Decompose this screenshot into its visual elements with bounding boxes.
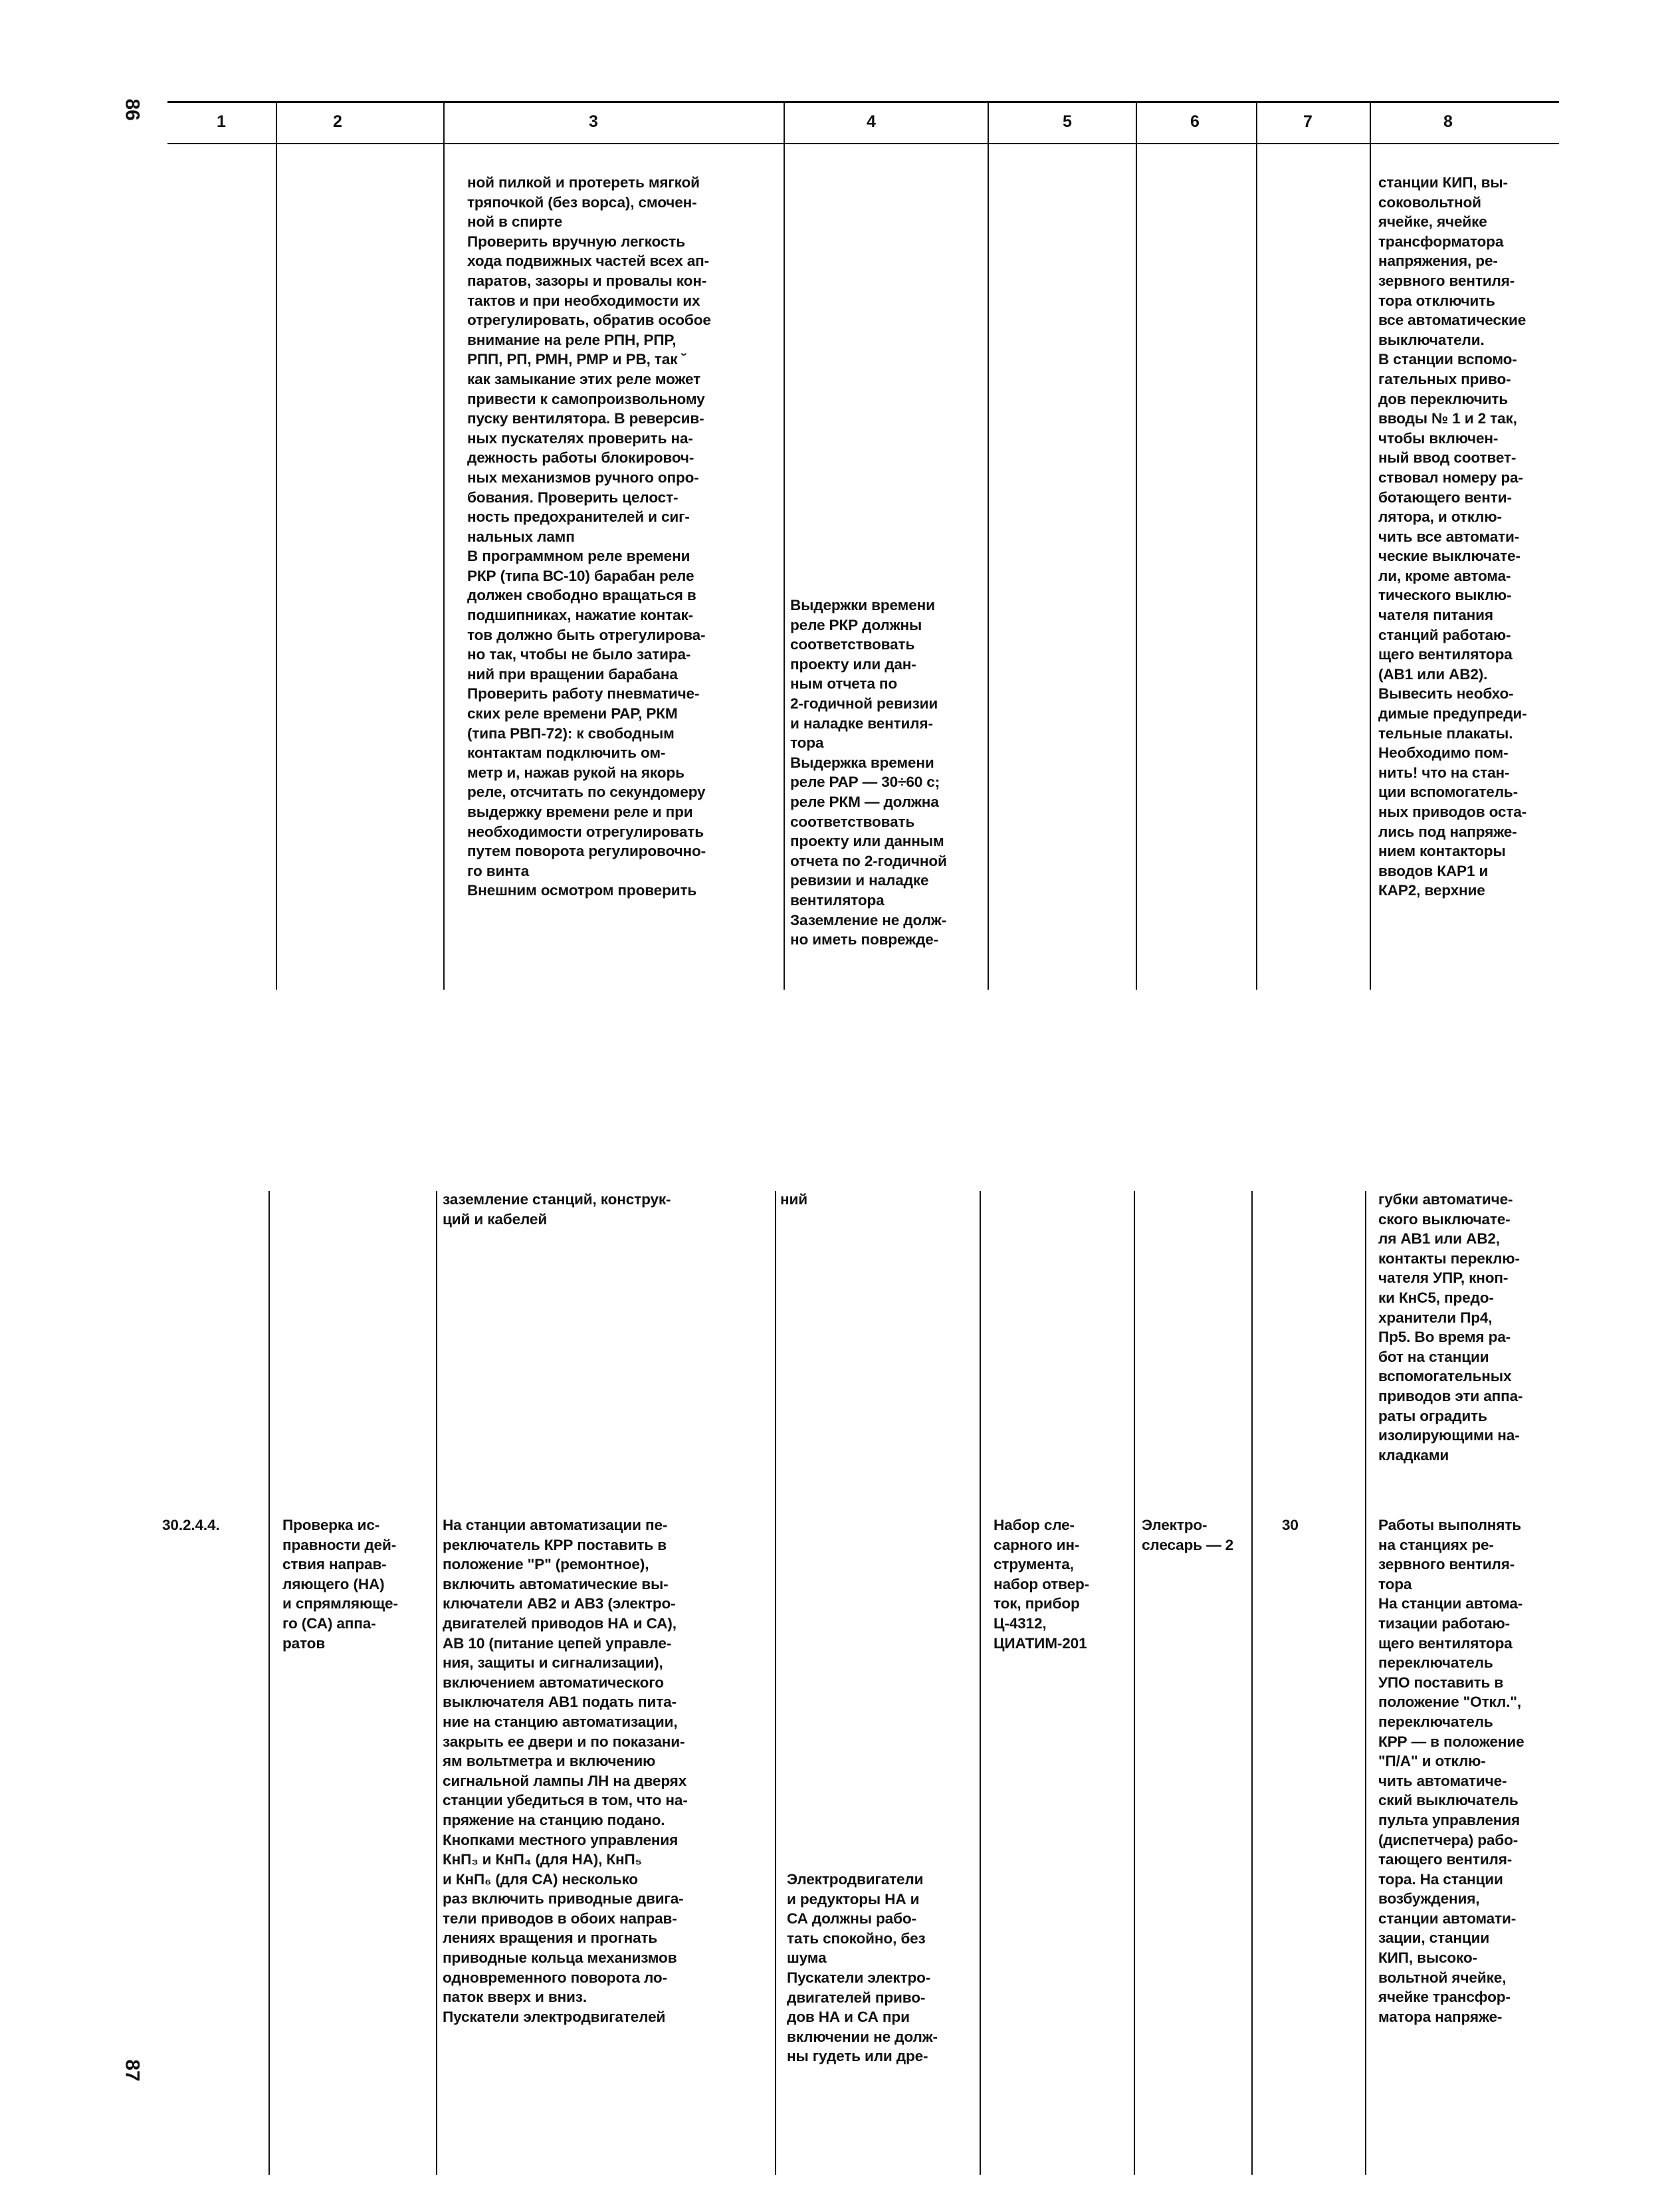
column-number-4: 4	[867, 112, 876, 131]
column-number-1: 1	[217, 112, 226, 131]
top-notes-text: станции КИП, вы- соковольтной ячейке, ячейке трансформатора напряжения, ре- зервного вентиля- тора отключить все автоматические выключатели. В станции вспомо- гательных приво- дов переключить вводы № 1 и 2 так, чтобы включен- ный ввод соответ- ствовал номеру ра- ботающего венти- лятора, и отклю- чить все автомати- ческие выключате- ли, кроме автома- тического выклю- чателя питания станций работаю- щего вентилятора (АВ1 или АВ2). Вывесить необхо- димые предупреди- тельные плакаты. Необходимо пом- нить! что на стан- ции вспомогатель- ных приводов оста- лись под напряже- нием контакторы вводов КАР1 и КАР2, верхние	[1378, 174, 1527, 899]
column-divider	[1365, 1191, 1366, 2175]
column-number-8: 8	[1443, 112, 1453, 131]
column-divider	[268, 1191, 270, 2175]
entry-personnel-text: Электро- слесарь — 2	[1142, 1517, 1234, 1553]
bottom-page-number: 87	[121, 2059, 144, 2082]
column-divider	[1134, 1191, 1135, 2175]
column-number-7: 7	[1303, 112, 1312, 131]
column-divider	[436, 1191, 437, 2175]
column-divider	[1256, 103, 1257, 990]
column-number-5: 5	[1063, 112, 1072, 131]
column-divider	[1136, 103, 1137, 990]
column-divider	[784, 103, 785, 990]
top-procedure-text: ной пилкой и протереть мягкой тряпочкой (без ворса), смочен- ной в спирте Проверить вручную легкость хода подвижных частей всех ап- паратов, зазоры и провалы кон- тактов и при необходимости их отрегулировать, обратив особое внимание на реле РПН, РПР, РПП, РП, РМН, РМР и РВ, так ˘ как замыкание этих реле может привести к самопроизвольному пуску вентилятора. В реверсив- ных пускателях проверить на- дежность работы блокировоч- ных механизмов ручного опро- бования. Проверить целост- ность предохранителей и сиг- нальных ламп В программном реле времени РКР (типа ВС-10) барабан реле должен свободно вращаться в подшипниках, нажатие контак- тов должно быть отрегулирова- но так, чтобы не было затира- ний при вращении барабана Проверить работу пневматиче- ских реле времени РАР, РКМ (типа РВП-72): к свободным контактам подключить ом- метр и, нажав рукой на якорь реле, отсчитать по секундомеру выдержку времени реле и при необходимости отрегулировать путем поворота регулировочно- го винта Внешним осмотром проверить	[467, 174, 711, 899]
continuation-notes-text: губки автоматиче- ского выключате- ля АВ1 или АВ2, контакты переклю- чателя УПР, кноп- ки КнС5, предо- хранители Пр4, Пр5. Во время ра- бот на станции вспомогательных приводов эти аппа- раты оградить изолирующими на- кладками	[1378, 1191, 1523, 1464]
top-page-number: 86	[121, 98, 144, 121]
column-number-2: 2	[333, 112, 342, 131]
continuation-requirements-text: ний	[780, 1191, 807, 1208]
entry-number: 30.2.4.4.	[162, 1517, 220, 1533]
column-divider	[980, 1191, 981, 2175]
column-divider	[1251, 1191, 1253, 2175]
header-bottom-rule	[167, 143, 1559, 144]
entry-notes-text: Работы выполнять на станциях ре- зервного вентиля- тора На станции автома- тизации работаю- щего вентилятора переключатель УПО поставить в положение "Откл.", переключатель КРР — в положение "П/А" и отклю- чить автоматиче- ский выключатель пульта управления (диспетчера) рабо- тающего вентиля- тора. На станции возбуждения, станции автомати- зации, станции КИП, высоко- вольтной ячейке, ячейке трансфор- матора напряже-	[1378, 1517, 1524, 2025]
column-number-6: 6	[1190, 112, 1200, 131]
column-divider	[443, 103, 445, 990]
column-divider	[1370, 103, 1371, 990]
column-divider	[775, 1191, 776, 2175]
entry-title: Проверка ис- правности дей- ствия направ- ляющего (НА) и спрямляюще- го (СА) аппа- ратов	[282, 1517, 398, 1652]
entry-tools-text: Набор сле- сарного ин- струмента, набор отвер- ток, прибор Ц-4312, ЦИАТИМ-201	[994, 1517, 1090, 1652]
entry-procedure-text: На станции автоматизации пе- реключатель КРР поставить в положение "Р" (ремонтное), включить автоматические вы- ключатели АВ2 и АВ3 (электро- двигателей приводов НА и СА), АВ 10 (питание цепей управле- ния, защиты и сигнализации), включением автоматического выключателя АВ1 подать пита- ние на станцию автоматизации, закрыть ее двери и по показани- ям вольтметра и включению сигнальной лампы ЛН на дверях станции убедиться в том, что на- пряжение на станцию подано. Кнопками местного управления КнП₃ и КнП₄ (для НА), КнП₅ и КнП₆ (для СА) несколько раз включить приводные двига- тели приводов в обоих направ- лениях вращения и прогнать приводные кольца механизмов одновременного поворота ло- паток вверх и вниз. Пускатели электродвигателей	[443, 1517, 688, 2025]
continuation-procedure-text: заземление станций, конструк- ций и кабелей	[443, 1191, 671, 1228]
column-number-3: 3	[589, 112, 598, 131]
column-divider	[276, 103, 277, 990]
header-top-rule	[167, 101, 1559, 103]
column-divider	[988, 103, 989, 990]
entry-time-value: 30	[1282, 1517, 1299, 1533]
entry-requirements-text: Электродвигатели и редукторы НА и СА должны рабо- тать спокойно, без шума Пускатели электро- двигателей приво- дов НА и СА при включении не долж- ны гудеть или дре-	[787, 1871, 938, 2065]
top-requirements-text: Выдержки времени реле РКР должны соответствовать проекту или дан- ным отчета по 2-годичной ревизии и наладке вентиля- тора Выдержка времени реле РАР — 30÷60 с; реле РКМ — должна соответствовать проекту или данным отчета по 2-годичной ревизии и наладке вентилятора Заземление не долж- но иметь поврежде-	[790, 597, 947, 948]
